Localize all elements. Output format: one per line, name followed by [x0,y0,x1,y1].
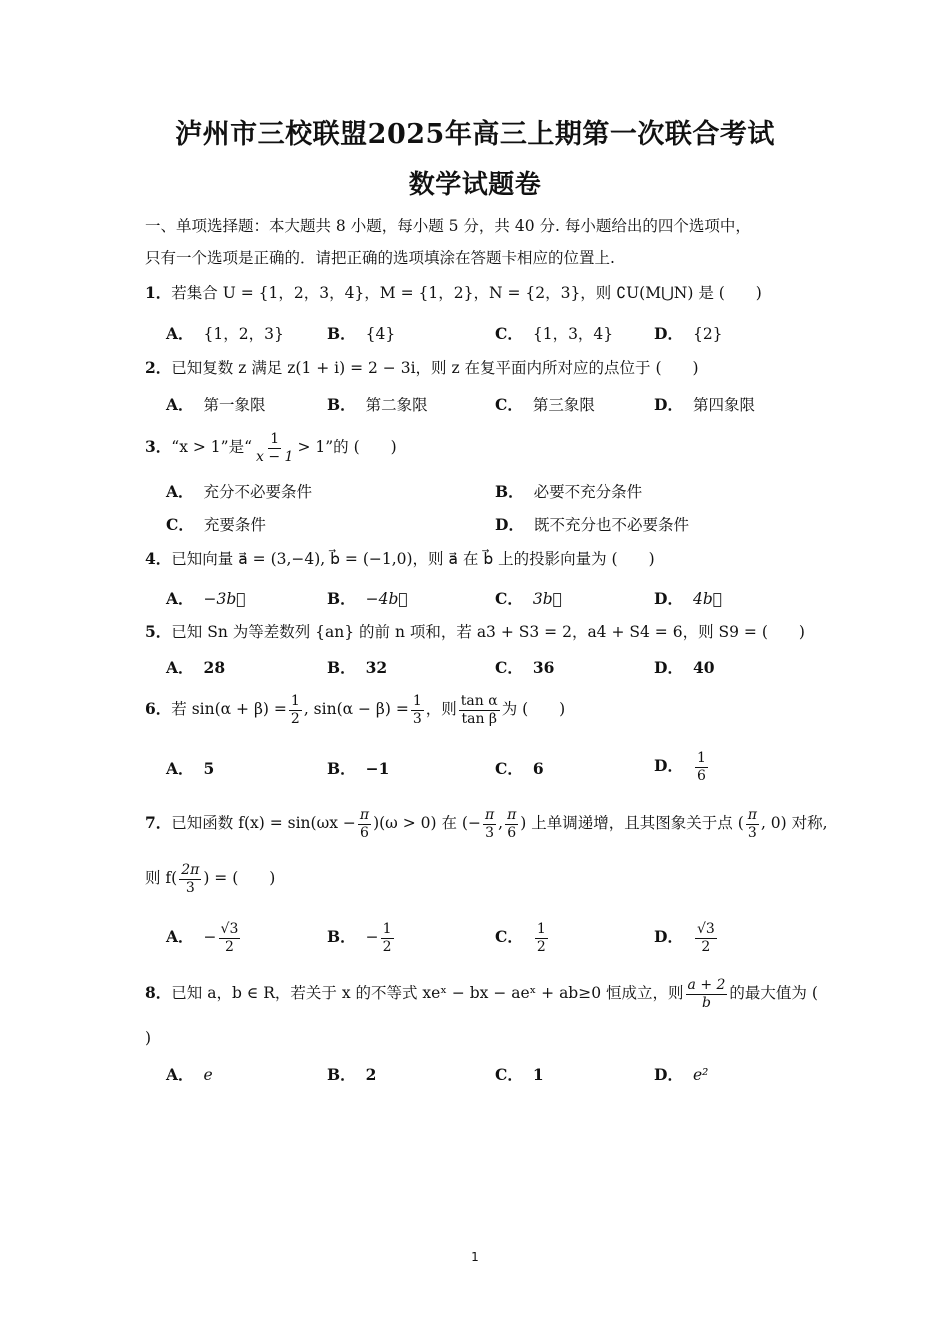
question-3: 3．“x > 1”是“ $\frac{1}{x - 1}$ > 1”的 ( ) [145,430,397,465]
question-8-line2: ) [145,1029,152,1047]
option-c: C． {1，3，4} [495,324,614,343]
option-d: D． $\frac{√3}{2}$ [654,920,715,955]
option-a: A． 第一象限 [166,395,266,414]
option-c: C． 36 [495,658,555,677]
option-b: B． 32 [327,658,388,677]
option-d: D． $\frac{1}{6}$ [654,749,706,784]
question-5: 5．已知 Sn 为等差数列 {an} 的前 n 项和，若 a3 + S3 = 2，a4 + S4 = 6，则 S9 = ( ) [145,622,805,641]
question-text: 若集合 U = {1，2，3，4}，M = {1，2}，N = {2，3}，则 ∁U(M⋃N) 是 ( ) [171,284,762,302]
page-subtitle: 数学试题卷 [408,170,542,200]
option-c: C． $\frac{1}{2}$ [495,920,546,955]
option-d: D． e² [654,1065,709,1084]
question-2: 2．已知复数 z 满足 z(1 + i) = 2 − 3i，则 z 在复平面内所对应的点位于 ( ) [145,358,699,377]
option-c: C． 3b⃗ [495,589,562,608]
option-b: B． − $\frac{1}{2}$ [327,920,392,955]
option-a: A． 充分不必要条件 [166,482,313,501]
option-d: D． {2} [654,324,723,343]
option-b: B． −1 [327,759,390,778]
option-a: A． − $\frac{√3}{2}$ [166,920,239,955]
question-6: 6．若 sin(α + β) = $\frac{1}{2}$ , sin(α − β) = $\frac{1}{3}$ ，则 $\frac{\text{tan α}}{\text{tan β}}$ 为 ( ) [145,692,566,727]
question-7-line1: 7．已知函数 f(x) = sin(ωx − $\frac{\pi}{6}$ )(ω > 0) 在 (− $\frac{\pi}{3}$ , $\frac{\pi}{6}$ ) 上单调递增，且其图象关于点 ( $\frac{\pi}{3}$ , 0) 对称, [145,806,828,841]
option-c: C． 6 [495,759,544,778]
option-a: A． {1，2，3} [166,324,284,343]
page-number: 1 [471,1250,479,1264]
option-d: D． 既不充分也不必要条件 [495,515,689,534]
option-b: B． {4} [327,324,396,343]
option-d: D． 40 [654,658,715,677]
option-a: A． 28 [166,658,226,677]
section-instruction-line1: 一、单项选择题：本大题共 8 小题，每小题 5 分，共 40 分. 每小题给出的四个选项中， [145,217,751,235]
option-b: B． 2 [327,1065,377,1084]
option-c: C． 1 [495,1065,544,1084]
option-a: A． 5 [166,759,215,778]
fraction: $\frac{1}{x - 1}$ [256,430,294,465]
page-title: 泸州市三校联盟2025年高三上期第一次联合考试 [175,119,775,150]
option-d: D． 第四象限 [654,395,755,414]
option-c: C． 充要条件 [166,515,266,534]
question-8: 8．已知 a，b ∈ R，若关于 x 的不等式 xeˣ − bx − aeˣ + ab≥0 恒成立，则 $\frac{a + 2}{b}$ 的最大值为 ( [145,976,818,1011]
option-c: C． 第三象限 [495,395,595,414]
question-7-line2: 则 f( $\frac{2\pi}{3}$ ) = ( ) [145,861,276,896]
option-a: A． −3b⃗ [166,589,246,608]
option-b: B． −4b⃗ [327,589,408,608]
question-4: 4．已知向量 a⃗ = (3,−4), b⃗ = (−1,0)，则 a⃗ 在 b⃗ 上的投影向量为 ( ) [145,549,655,568]
question-number: 1． [145,283,172,302]
question-1 [145,277,762,309]
option-b: B． 必要不充分条件 [495,482,643,501]
option-b: B． 第二象限 [327,395,428,414]
option-a: A． e [166,1065,213,1084]
option-d: D． 4b⃗ [654,589,723,608]
section-instruction-line2: 只有一个选项是正确的．请把正确的选项填涂在答题卡相应的位置上. [145,249,615,267]
